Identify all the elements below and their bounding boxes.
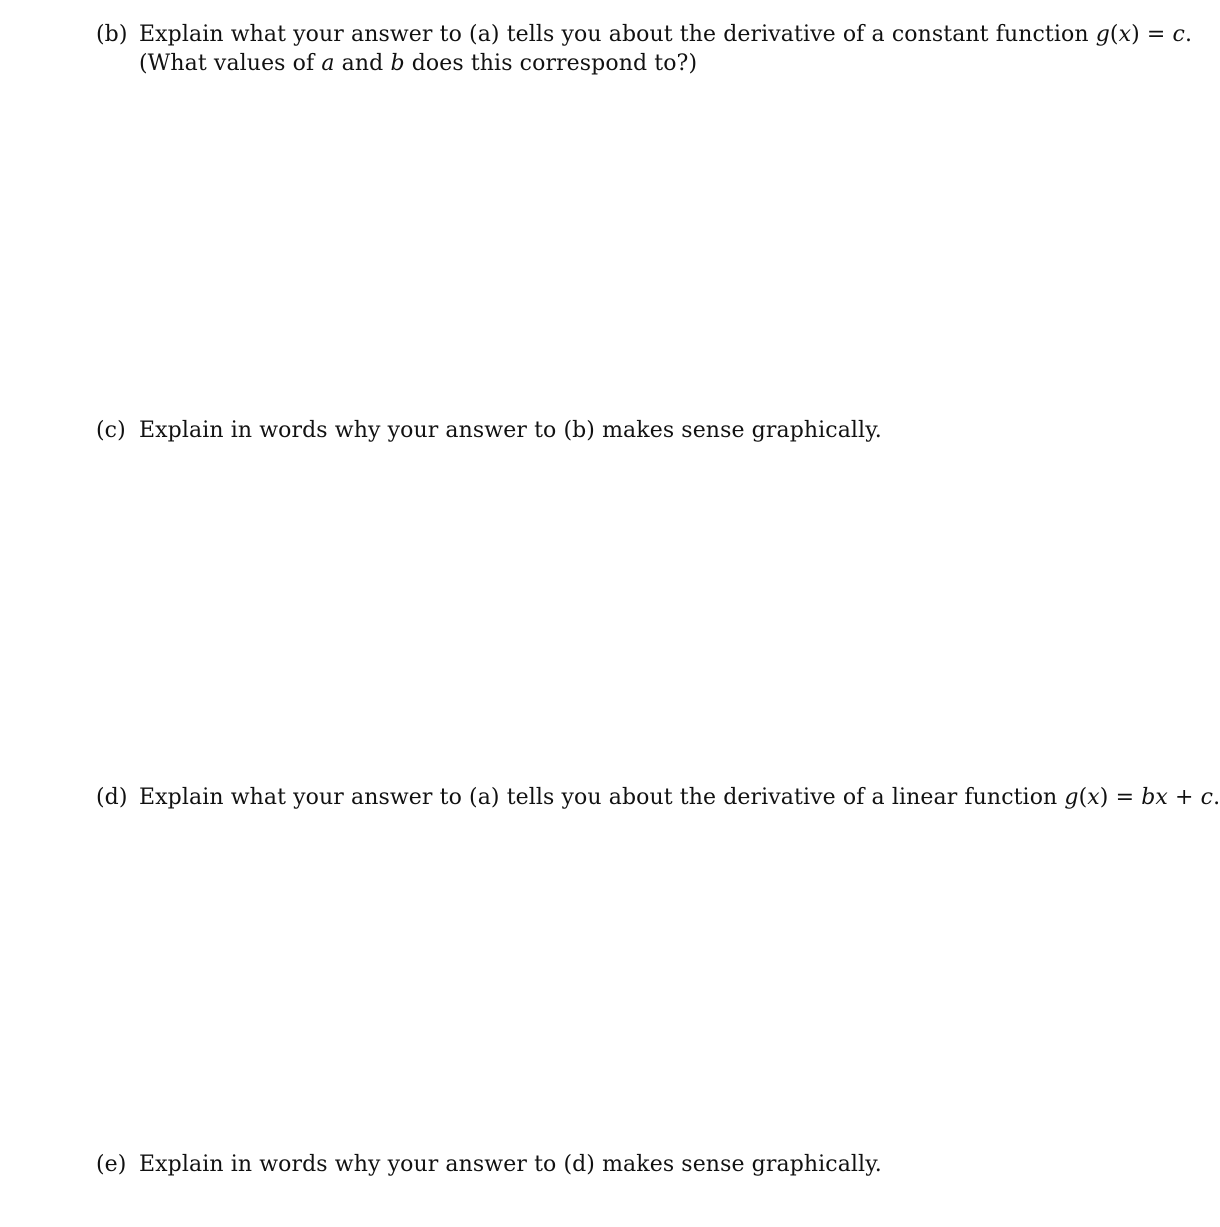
math-bx: bx (1141, 785, 1168, 810)
question-b-text (139, 20, 1192, 49)
question-c-line (96, 416, 1156, 445)
math-b: b (390, 51, 405, 76)
question-d (96, 783, 1220, 812)
question-b-line2-mid: and (334, 51, 391, 76)
math-c: c (1172, 22, 1185, 47)
question-d-text (139, 783, 1220, 812)
math-x: x (1087, 785, 1100, 810)
question-c (96, 416, 1156, 445)
math-a: a (321, 51, 335, 76)
question-b-label: (b) (96, 22, 128, 47)
question-b-line2-start: (What values of (139, 51, 322, 76)
question-c-label: (c) (96, 418, 126, 443)
question-d-label: (d) (96, 785, 128, 810)
math-g: g (1095, 22, 1110, 47)
question-d-text-1: Explain what your answer to (a) tells you about the derivative of a linear function (139, 785, 1065, 810)
math-paren-close: ) (1131, 22, 1140, 47)
math-paren-close: ) (1099, 785, 1109, 810)
question-e-label: (e) (96, 1152, 127, 1177)
question-b-text-1: Explain what your answer to (a) tells you about the derivative of a constant function (139, 22, 1096, 47)
question-e-line (96, 1150, 1156, 1179)
question-e (96, 1150, 1156, 1179)
question-b-line2-end: does this correspond to?) (404, 51, 698, 76)
question-b-line-2 (96, 49, 1156, 78)
math-c: c (1200, 785, 1214, 810)
question-c-text: Explain in words why your answer to (b) makes sense graphically. (139, 418, 882, 443)
math-paren-open: ( (1109, 22, 1119, 47)
math-paren-open: ( (1078, 785, 1088, 810)
question-d-period: . (1213, 785, 1220, 810)
math-x: x (1118, 22, 1132, 47)
question-b-line-1 (96, 20, 1193, 49)
math-equals: = (1108, 785, 1142, 810)
question-e-text: Explain in words why your answer to (d) makes sense graphically. (139, 1152, 882, 1177)
math-plus: + (1167, 785, 1201, 810)
question-b-period: . (1184, 22, 1193, 47)
math-equals: = (1139, 22, 1173, 47)
question-d-line (96, 783, 1220, 812)
math-g: g (1064, 785, 1079, 810)
question-b (96, 20, 1193, 78)
